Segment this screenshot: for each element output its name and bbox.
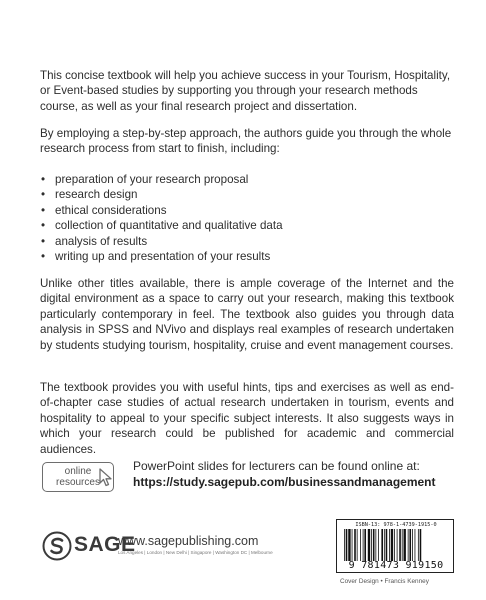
sage-logo-icon	[42, 531, 72, 561]
publisher-cities: Los Angeles | London | New Delhi | Singapore | Washington DC | Melbourne	[118, 550, 273, 555]
isbn-label: ISBN-13: 978-1-4739-1915-0	[355, 522, 437, 528]
research-steps-list	[40, 172, 283, 264]
list-item: • collection of quantitative and qualitative data	[40, 218, 283, 233]
intro-paragraph: This concise textbook will help you achieve success in your Tourism, Hospitality, or Event-based studies by supporting you through your research methods course, as well as your final research project and dissertation.	[40, 69, 451, 113]
list-item: • writing up and presentation of your results	[40, 249, 283, 264]
list-item: • preparation of your research proposal	[40, 172, 283, 187]
barcode-bars	[343, 529, 449, 561]
list-item: • ethical considerations	[40, 203, 283, 218]
approach-paragraph: By employing a step-by-step approach, the authors guide you through the whole research process from start to finish, including:	[40, 127, 452, 156]
features-paragraph: The textbook provides you with useful hints, tips and exercises as well as end-of-chapter case studies of actual research undertaken in tourism, events and hospitality to appeal to your specific subject interests. It also suggests ways in which your research could be published for academic and commercial audiences.	[40, 381, 454, 456]
powerpoint-text: PowerPoint slides for lecturers can be found online at:	[133, 459, 420, 473]
powerpoint-note	[133, 459, 453, 490]
publisher-name: SAGE	[74, 533, 136, 556]
isbn-barcode	[336, 519, 454, 573]
list-item: • research design	[40, 187, 283, 202]
isbn-digits: 9 781473 919150	[348, 560, 444, 571]
cover-design-credit: Cover Design • Francis Kenney	[340, 578, 429, 585]
resources-link[interactable]: https://study.sagepub.com/businessandmanagement	[133, 474, 436, 489]
online-resources-line2: resources	[56, 477, 100, 488]
publisher-url: www.sagepublishing.com	[118, 534, 259, 548]
online-resources-line1: online	[64, 466, 92, 477]
list-item: • analysis of results	[40, 234, 283, 249]
cursor-icon	[98, 468, 114, 488]
coverage-paragraph: Unlike other titles available, there is ample coverage of the Internet and the digital environment as a space to carry out your research, making this textbook particularly contemporary in feel. The textbook also guides you through data analysis in SPSS and NVivo and displays real examples of research undertaken by students studying tourism, hospitality, cruise and event management courses.	[40, 277, 454, 352]
